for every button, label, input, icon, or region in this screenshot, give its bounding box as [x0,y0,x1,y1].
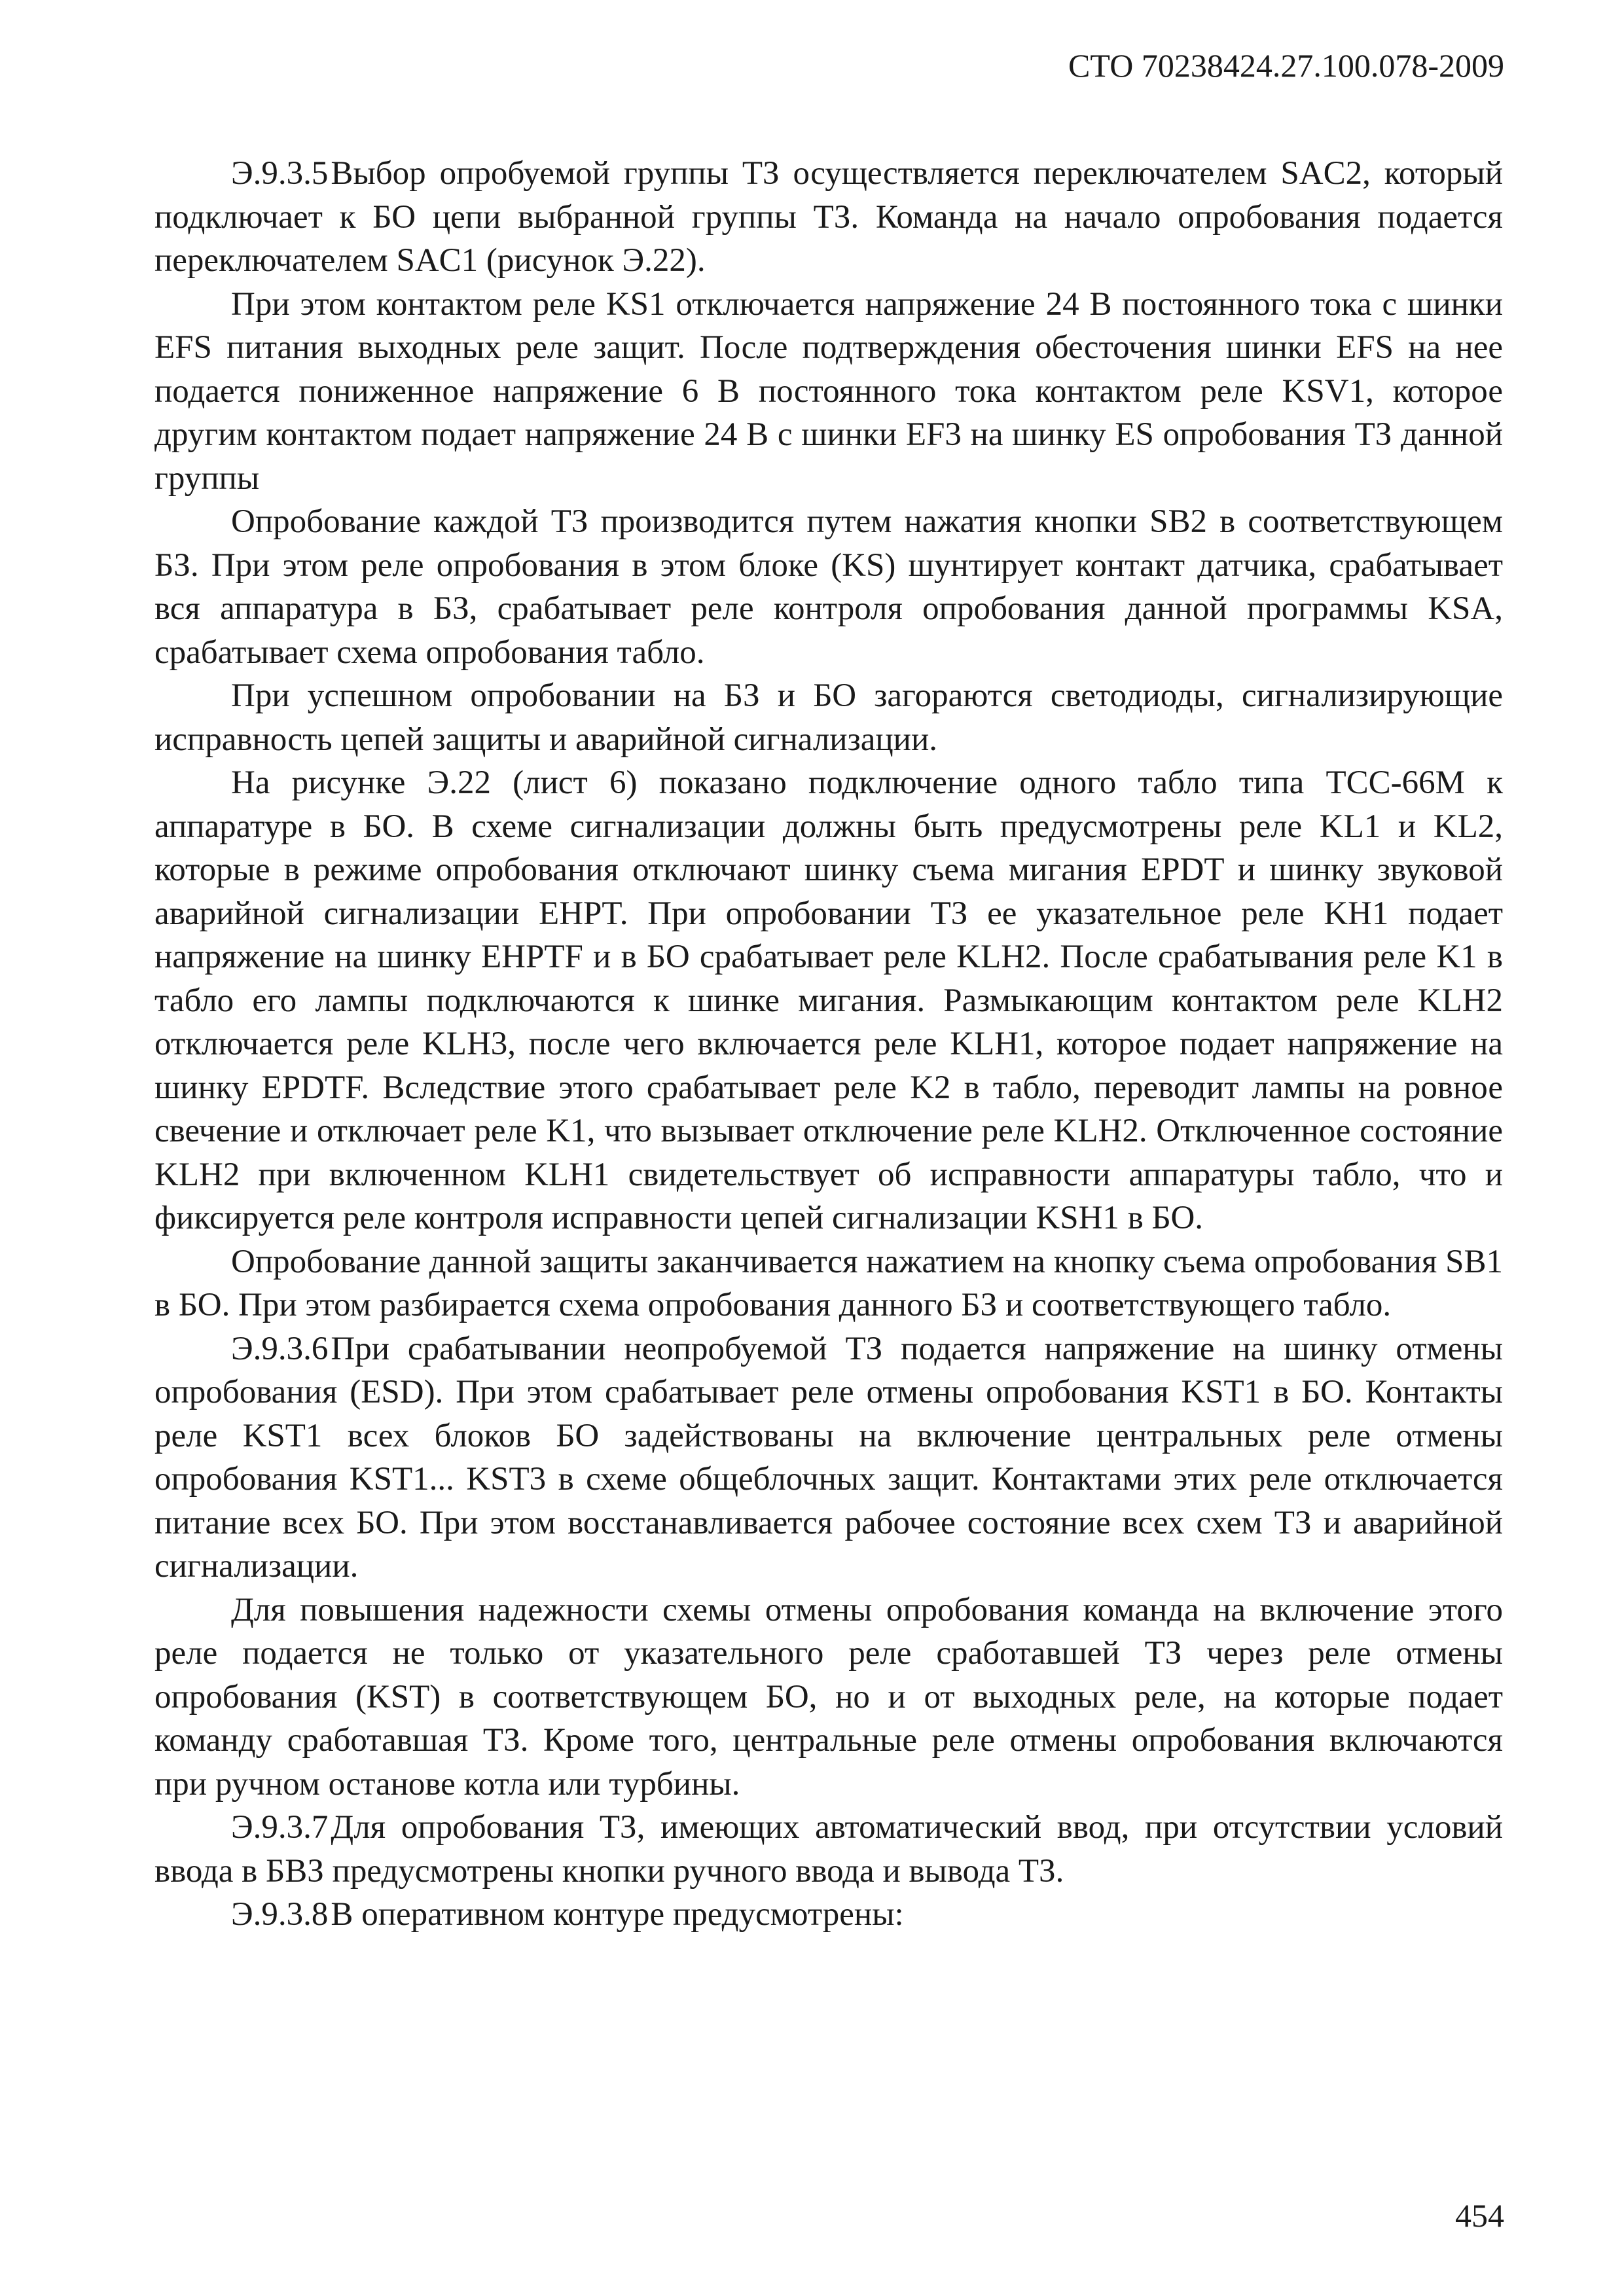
clause-number: Э.9.3.5 [231,155,329,192]
clause-number: Э.9.3.7 [231,1809,329,1846]
paragraph-text: В оперативном контуре предусмотрены: [331,1896,904,1933]
paragraph [154,1588,1503,1806]
page-number: 454 [1455,2197,1504,2234]
paragraph [154,283,1503,501]
paragraph [154,500,1503,674]
paragraph-text: Выбор опробуемой группы ТЗ осуществляется переключателем SAC2, который подключает к БО цепи выбранной группы ТЗ. Команда на начало опробования подается переключателем SAC1 (рисунок Э.22). [154,155,1503,279]
paragraph-text: При успешном опробовании на БЗ и БО загораются светодиоды, сигнализирующие исправность цепей защиты и аварийной сигнализации. [154,677,1503,758]
paragraph-text: При срабатывании неопробуемой ТЗ подается напряжение на шинку отмены опробования (ESD). При этом срабатывает реле отмены опробования KST1 в БО. Контакты реле KST1 всех блоков БО задействованы на включение центральных реле отмены опробования KST1... KST3 в схеме общеблочных защит. Контактами этих реле отключается питание всех БО. При этом восстанавливается рабочее состояние всех схем ТЗ и аварийной сигнализации. [154,1330,1503,1585]
paragraph-text: Для повышения надежности схемы отмены опробования команда на включение этого реле подается не только от указательного реле сработавшей ТЗ через реле отмены опробования (KST) в соответствующем БО, но и от выходных реле, на которые подает команду сработавшая ТЗ. Кроме того, центральные реле отмены опробования включаются при ручном останове котла или турбины. [154,1591,1503,1803]
document-body [154,152,1503,1937]
paragraph [154,1806,1503,1893]
paragraph [154,1327,1503,1588]
paragraph-text: При этом контактом реле KS1 отключается напряжение 24 В постоянного тока с шинки EFS питания выходных реле защит. После подтверждения обесточения шинки EFS на нее подается пониженное напряжение 6 В постоянного тока контактом реле KSV1, которое другим контактом подает напряжение 24 В с шинки EF3 на шинку ES опробования ТЗ данной группы [154,285,1503,497]
paragraph [154,1893,1503,1937]
paragraph-text: Опробование каждой ТЗ производится путем нажатия кнопки SB2 в соответствующем БЗ. При этом реле опробования в этом блоке (KS) шунтирует контакт датчика, срабатывает вся аппаратура в БЗ, срабатывает реле контроля опробования данной программы KSA, срабатывает схема опробования табло. [154,503,1503,671]
paragraph-text: Опробование данной защиты заканчивается нажатием на кнопку съема опробования SB1 в БО. При этом разбирается схема опробования данного БЗ и соответствующего табло. [154,1243,1503,1323]
paragraph [154,152,1503,283]
paragraph-text: На рисунке Э.22 (лист 6) показано подключение одного табло типа ТСС-66М к аппаратуре в БО. В схеме сигнализации должны быть предусмотрены реле KL1 и KL2, которые в режиме опробования отключают шинку съема мигания EPDT и шинку звуковой аварийной сигнализации EHPT. При опробовании ТЗ ее указательное реле KH1 подает напряжение на шинку EHPTF и в БО срабатывает реле KLH2. После срабатывания реле K1 в табло его лампы подключаются к шинке мигания. Размыкающим контактом реле KLH2 отключается реле KLH3, после чего включается реле KLH1, которое подает напряжение на шинку EPDTF. Вследствие этого срабатывает реле K2 в табло, переводит лампы на ровное свечение и отключает реле K1, что вызывает отключение реле KLH2. Отключенное состояние KLH2 при включенном KLH1 свидетельствует об исправности аппаратуры табло, что и фиксируется реле контроля исправности цепей сигнализации KSH1 в БО. [154,764,1503,1236]
paragraph [154,1240,1503,1327]
paragraph [154,761,1503,1240]
clause-number: Э.9.3.6 [231,1330,329,1367]
paragraph [154,674,1503,761]
document-code-header: СТО 70238424.27.100.078-2009 [1068,47,1504,84]
clause-number: Э.9.3.8 [231,1896,329,1933]
paragraph-text: Для опробования ТЗ, имеющих автоматический ввод, при отсутствии условий ввода в БВЗ предусмотрены кнопки ручного ввода и вывода ТЗ. [154,1809,1503,1890]
